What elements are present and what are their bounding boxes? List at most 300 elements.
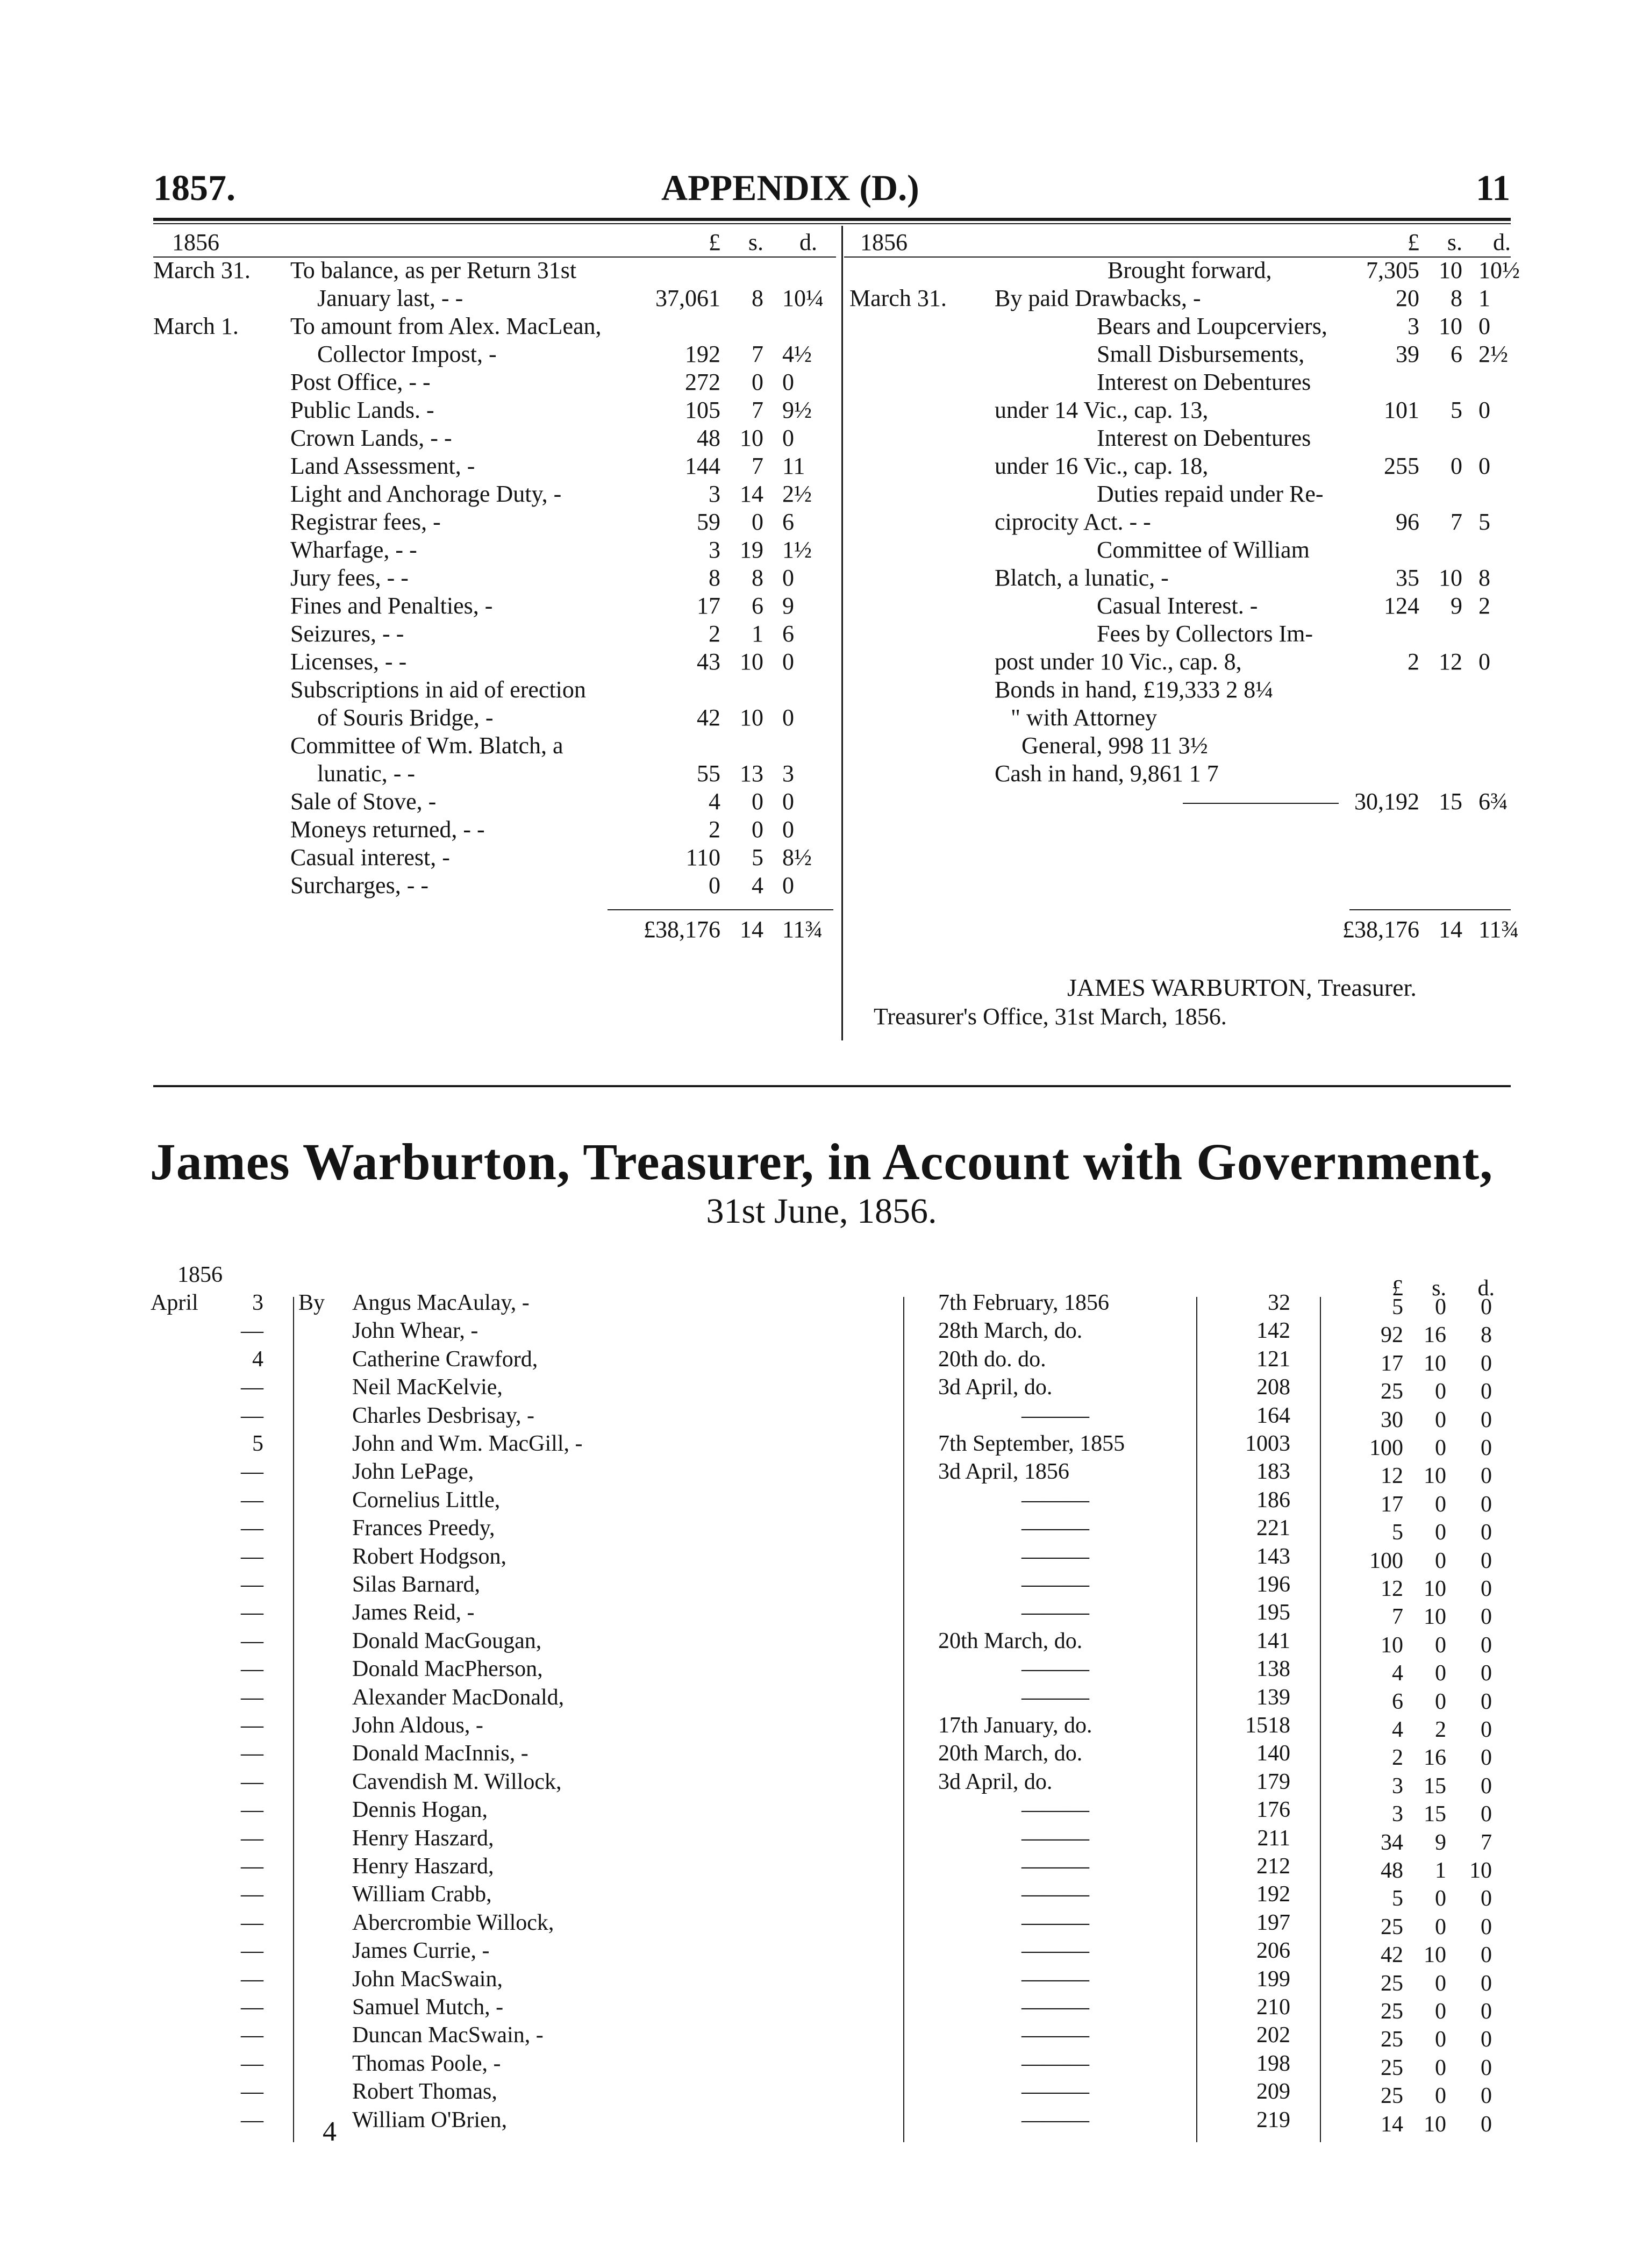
top-left-row-shillings: 0 <box>752 369 763 395</box>
top-right-row-pounds: 124 <box>1384 593 1419 619</box>
ledger-row-pounds: 3 <box>1392 1773 1403 1799</box>
top-right-row-text: Fees by Collectors Im- <box>1097 621 1313 647</box>
ledger-row-shillings: 15 <box>1424 1773 1446 1799</box>
ledger-row-date: ——— <box>1021 1544 1089 1569</box>
top-right-row-pence: 0 <box>1478 313 1490 339</box>
top-right-year: 1856 <box>860 229 908 255</box>
top-left-col-pence: d. <box>799 229 817 255</box>
ledger-row-name: John LePage, <box>352 1459 474 1485</box>
ledger-row-name: Neil MacKelvie, <box>352 1375 503 1400</box>
top-right-row-shillings: 9 <box>1451 593 1462 619</box>
ledger-row-name: John and Wm. MacGill, - <box>352 1431 583 1456</box>
ledger-row-date: 17th January, do. <box>938 1713 1092 1738</box>
top-left-row-pounds: 59 <box>697 509 720 535</box>
top-left-row-text: To amount from Alex. MacLean, <box>290 313 602 339</box>
top-column-divider <box>841 226 843 1040</box>
ledger-row-number: 219 <box>1256 2107 1290 2133</box>
ledger-row-number: 142 <box>1256 1318 1290 1344</box>
top-right-row-shillings: 5 <box>1451 397 1462 423</box>
top-right-col-pence: d. <box>1493 229 1511 255</box>
ledger-row-shillings: 10 <box>1424 1351 1446 1376</box>
ledger-row-shillings: 9 <box>1435 1830 1446 1855</box>
top-right-col-shillings: s. <box>1447 229 1462 255</box>
top-left-row-text: Crown Lands, - - <box>290 425 452 451</box>
top-left-row-pounds: 42 <box>697 704 720 731</box>
top-left-row-shillings: 7 <box>752 453 763 479</box>
ledger-row-pounds: 17 <box>1381 1351 1403 1376</box>
ledger-row-shillings: 10 <box>1424 1604 1446 1630</box>
ledger-vline-number <box>1196 1297 1197 2142</box>
ledger-row-pounds: 4 <box>1392 1717 1403 1742</box>
ledger-row-day: — <box>241 1600 263 1625</box>
ledger-row-number: 198 <box>1256 2051 1290 2076</box>
ledger-row-pence: 0 <box>1481 2027 1492 2052</box>
ledger-row-pounds: 17 <box>1381 1492 1403 1517</box>
top-left-row-shillings: 10 <box>740 648 763 675</box>
ledger-row-date: 7th February, 1856 <box>938 1290 1110 1315</box>
top-right-total-shillings: 14 <box>1439 916 1462 943</box>
ledger-row-date: ——— <box>1021 1995 1089 2020</box>
ledger-row-shillings: 0 <box>1435 1379 1446 1404</box>
ledger-row-number: 179 <box>1256 1769 1290 1794</box>
ledger-row-day: 4 <box>252 1346 263 1372</box>
ledger-row-pounds: 25 <box>1381 2027 1403 2052</box>
ledger-row-name: William Crabb, <box>352 1882 492 1907</box>
top-left-row-pence: 4½ <box>782 341 812 367</box>
top-right-row-pence: 5 <box>1478 509 1490 535</box>
ledger-row-day: — <box>241 1741 263 1766</box>
ledger-row-day: — <box>241 1628 263 1653</box>
top-left-row-pounds: 8 <box>709 565 720 591</box>
top-left-row-pounds: 4 <box>709 788 720 815</box>
top-right-row-shillings: 6 <box>1451 341 1462 367</box>
ledger-row-shillings: 0 <box>1435 1520 1446 1545</box>
ledger-row-shillings: 2 <box>1435 1717 1446 1742</box>
top-left-row-pounds: 55 <box>697 760 720 787</box>
top-right-row-pence: 2 <box>1478 593 1490 619</box>
top-left-row-pence: 0 <box>782 369 794 395</box>
top-right-row-text: " with Attorney <box>1011 704 1158 731</box>
ledger-row-day: — <box>241 2023 263 2048</box>
ledger-row-pence: 0 <box>1481 2055 1492 2080</box>
top-left-year: 1856 <box>172 229 219 255</box>
ledger-row-name: Silas Barnard, <box>352 1572 480 1597</box>
top-left-row-shillings: 10 <box>740 425 763 451</box>
ledger-row-number: 192 <box>1256 1882 1290 1907</box>
top-left-row-shillings: 14 <box>740 481 763 507</box>
top-left-row-text: Post Office, - - <box>290 369 431 395</box>
top-right-row-text: Small Disbursements, <box>1097 341 1305 367</box>
top-left-row-pounds: 37,061 <box>655 285 720 311</box>
ledger-row-month: April <box>151 1290 198 1315</box>
ledger-row-pence: 0 <box>1481 2084 1492 2109</box>
ledger-row-pounds: 7 <box>1392 1604 1403 1630</box>
top-right-row-shillings: 0 <box>1451 453 1462 479</box>
top-left-row-text: Wharfage, - - <box>290 537 417 563</box>
top-right-row-text: under 16 Vic., cap. 18, <box>995 453 1209 479</box>
ledger-row-pence: 0 <box>1481 1379 1492 1404</box>
ledger-row-pounds: 12 <box>1381 1464 1403 1489</box>
ledger-row-pounds: 25 <box>1381 1999 1403 2024</box>
top-left-row-text: Land Assessment, - <box>290 453 475 479</box>
ledger-row-pence: 0 <box>1481 1773 1492 1799</box>
ledger-row-day: — <box>241 1910 263 1935</box>
top-right-row-text: Blatch, a lunatic, - <box>995 565 1169 591</box>
ledger-row-date: 3d April, do. <box>938 1769 1053 1794</box>
ledger-row-shillings: 0 <box>1435 1886 1446 1912</box>
ledger-row-pounds: 34 <box>1381 1830 1403 1855</box>
ledger-row-number: 141 <box>1256 1628 1290 1653</box>
top-left-row-pounds: 2 <box>709 816 720 843</box>
ledger-row-number: 140 <box>1256 1741 1290 1766</box>
top-right-row-pence: 6¾ <box>1478 788 1508 815</box>
top-right-row-pounds: 35 <box>1396 565 1419 591</box>
ledger-row-day: — <box>241 1318 263 1344</box>
top-left-row-pounds: 105 <box>685 397 720 423</box>
ledger-row-number: 206 <box>1256 1938 1290 1964</box>
top-left-row-shillings: 10 <box>740 704 763 731</box>
top-left-row-shillings: 7 <box>752 341 763 367</box>
ledger-row-day: 3 <box>252 1290 263 1315</box>
top-left-total-pence: 11¾ <box>782 916 823 943</box>
ledger-row-day: — <box>241 1487 263 1513</box>
ledger-row-pence: 0 <box>1481 1492 1492 1517</box>
top-left-row-text: Subscriptions in aid of erection <box>290 676 586 703</box>
ledger-row-name: Donald MacPherson, <box>352 1657 543 1682</box>
ledger-row-number: 221 <box>1256 1516 1290 1541</box>
top-right-row-pence: 1 <box>1478 285 1490 311</box>
top-right-row-text: Interest on Debentures <box>1097 369 1311 395</box>
ledger-row-date: ——— <box>1021 1798 1089 1823</box>
top-right-total-rule <box>1349 909 1511 910</box>
ledger-row-date: 7th September, 1855 <box>938 1431 1125 1456</box>
ledger-row-pence: 0 <box>1481 1464 1492 1489</box>
top-right-row-text: Cash in hand, 9,861 1 7 <box>995 760 1219 787</box>
ledger-row-pounds: 3 <box>1392 1802 1403 1827</box>
top-left-row-text: Licenses, - - <box>290 648 407 675</box>
top-right-row-date: March 31. <box>849 285 947 311</box>
top-right-row-shillings: 15 <box>1439 788 1462 815</box>
top-right-row-text: By paid Drawbacks, - <box>995 285 1201 311</box>
top-right-row-shillings: 10 <box>1439 257 1462 283</box>
ledger-row-pounds: 48 <box>1381 1858 1403 1883</box>
ledger-row-pence: 0 <box>1481 1520 1492 1545</box>
ledger-row-day: — <box>241 2107 263 2133</box>
section-title: James Warburton, Treasurer, in Account with Government, <box>149 1133 1494 1190</box>
ledger-row-number: 143 <box>1256 1544 1290 1569</box>
ledger-row-by: By <box>298 1290 325 1315</box>
ledger-row-name: Catherine Crawford, <box>352 1346 538 1372</box>
top-left-row-text: Moneys returned, - - <box>290 816 485 843</box>
top-left-row-pence: 0 <box>782 425 794 451</box>
top-right-row-pounds: 30,192 <box>1354 788 1419 815</box>
ledger-row-date: ——— <box>1021 1825 1089 1851</box>
top-left-row-pounds: 3 <box>709 537 720 563</box>
ledger-row-shillings: 0 <box>1435 1689 1446 1714</box>
ledger-row-date: ——— <box>1021 1882 1089 1907</box>
top-left-row-shillings: 1 <box>752 621 763 647</box>
top-right-col-pounds: £ <box>1408 229 1419 255</box>
ledger-vline-date <box>903 1297 904 2142</box>
top-left-row-pounds: 272 <box>685 369 720 395</box>
top-right-row-text: under 14 Vic., cap. 13, <box>995 397 1209 423</box>
ledger-row-name: Frances Preedy, <box>352 1516 495 1541</box>
ledger-row-day: — <box>241 1544 263 1569</box>
ledger-row-name: Henry Haszard, <box>352 1825 494 1851</box>
ledger-row-pounds: 5 <box>1392 1886 1403 1912</box>
ledger-row-day: — <box>241 1713 263 1738</box>
top-right-row-text: Bonds in hand, £19,333 2 8¼ <box>995 676 1274 703</box>
section-subtitle: 31st June, 1856. <box>706 1192 937 1231</box>
ledger-row-pence: 0 <box>1481 1971 1492 1996</box>
ledger-row-pounds: 25 <box>1381 1914 1403 1939</box>
ledger-row-date: ——— <box>1021 1910 1089 1935</box>
ledger-row-number: 212 <box>1256 1854 1290 1879</box>
ledger-row-pounds: 5 <box>1392 1295 1403 1320</box>
top-left-total-rule <box>608 909 833 910</box>
top-right-row-shillings: 10 <box>1439 565 1462 591</box>
ledger-row-number: 210 <box>1256 1995 1290 2020</box>
ledger-row-pence: 0 <box>1481 1745 1492 1771</box>
top-left-row-text: To balance, as per Return 31st <box>290 257 577 283</box>
ledger-row-day: — <box>241 1966 263 1992</box>
ledger-row-pounds: 25 <box>1381 2084 1403 2109</box>
ledger-row-pence: 0 <box>1481 1689 1492 1714</box>
ledger-row-number: 195 <box>1256 1600 1290 1625</box>
ledger-row-number: 202 <box>1256 2023 1290 2048</box>
top-left-row-date: March 31. <box>153 257 251 283</box>
top-right-row-text: post under 10 Vic., cap. 8, <box>995 648 1242 675</box>
ledger-row-number: 164 <box>1256 1403 1290 1428</box>
ledger-row-pence: 0 <box>1481 1604 1492 1630</box>
ledger-row-shillings: 16 <box>1424 1745 1446 1771</box>
ledger-row-date: 20th March, do. <box>938 1628 1083 1653</box>
header-year: 1857. <box>153 167 235 208</box>
ledger-vline-amount <box>1320 1297 1321 2142</box>
top-left-row-shillings: 19 <box>740 537 763 563</box>
ledger-col-pounds: £ <box>1392 1276 1403 1301</box>
top-left-row-pence: 9½ <box>782 397 812 423</box>
ledger-row-name: Cornelius Little, <box>352 1487 501 1513</box>
top-left-row-pounds: 17 <box>697 593 720 619</box>
ledger-row-pence: 0 <box>1481 1886 1492 1912</box>
top-left-row-pence: 11 <box>782 453 805 479</box>
ledger-row-date: ——— <box>1021 1854 1089 1879</box>
ledger-row-date: ——— <box>1021 2079 1089 2105</box>
ledger-row-shillings: 0 <box>1435 1914 1446 1939</box>
ledger-row-day: — <box>241 1854 263 1879</box>
top-right-row-shillings: 12 <box>1439 648 1462 675</box>
ledger-row-date: 3d April, do. <box>938 1375 1053 1400</box>
top-left-row-text: Light and Anchorage Duty, - <box>290 481 562 507</box>
ledger-row-pence: 0 <box>1481 1351 1492 1376</box>
top-left-row-text: January last, - - <box>317 285 463 311</box>
ledger-row-name: John Aldous, - <box>352 1713 483 1738</box>
ledger-row-shillings: 0 <box>1435 1407 1446 1432</box>
top-left-row-pence: 2½ <box>782 481 812 507</box>
ledger-row-number: 208 <box>1256 1375 1290 1400</box>
ledger-row-name: Alexander MacDonald, <box>352 1685 565 1710</box>
top-right-row-shillings: 8 <box>1451 285 1462 311</box>
top-right-row-pounds: 3 <box>1408 313 1419 339</box>
ledger-row-number: 176 <box>1256 1798 1290 1823</box>
ledger-row-day: — <box>241 1798 263 1823</box>
ledger-row-day: 5 <box>252 1431 263 1456</box>
ledger-row-date: ——— <box>1021 1516 1089 1541</box>
ledger-row-pence: 0 <box>1481 1661 1492 1686</box>
ledger-row-day: — <box>241 1459 263 1485</box>
top-left-row-pence: 6 <box>782 509 794 535</box>
ledger-row-name: Thomas Poole, - <box>352 2051 501 2076</box>
ledger-row-day: — <box>241 1995 263 2020</box>
ledger-row-pence: 0 <box>1481 1577 1492 1601</box>
ledger-row-name: Duncan MacSwain, - <box>352 2023 544 2048</box>
ledger-row-day: — <box>241 1882 263 1907</box>
top-left-row-text: Seizures, - - <box>290 621 404 647</box>
ledger-row-number: 199 <box>1256 1966 1290 1992</box>
ledger-row-date: ——— <box>1021 2023 1089 2048</box>
ledger-row-pence: 0 <box>1481 1548 1492 1573</box>
ledger-row-date: ——— <box>1021 1403 1089 1428</box>
ledger-row-pence: 0 <box>1481 1717 1492 1742</box>
treasurer-signature: JAMES WARBURTON, Treasurer. <box>1067 974 1417 1001</box>
ledger-row-pence: 0 <box>1481 1943 1492 1968</box>
ledger-row-pounds: 6 <box>1392 1689 1403 1714</box>
top-right-row-text: Casual Interest. - <box>1097 593 1258 619</box>
top-right-row-pence: 0 <box>1478 397 1490 423</box>
top-right-total-pounds: £38,176 <box>1342 916 1419 943</box>
top-right-row-pounds: 101 <box>1384 397 1419 423</box>
ledger-row-number: 209 <box>1256 2079 1290 2105</box>
top-right-row-pence: 8 <box>1478 565 1490 591</box>
top-left-row-text: Registrar fees, - <box>290 509 441 535</box>
top-left-row-pence: 1½ <box>782 537 812 563</box>
top-left-row-pence: 0 <box>782 816 794 843</box>
ledger-row-number: 1003 <box>1245 1431 1290 1456</box>
top-left-row-pounds: 43 <box>697 648 720 675</box>
ledger-row-shillings: 0 <box>1435 1436 1446 1460</box>
top-right-row-pounds: 255 <box>1384 453 1419 479</box>
ledger-row-day: — <box>241 1685 263 1710</box>
top-left-row-shillings: 6 <box>752 593 763 619</box>
ledger-row-day: — <box>241 1825 263 1851</box>
ledger-row-shillings: 15 <box>1424 1802 1446 1827</box>
top-left-row-pence: 0 <box>782 788 794 815</box>
ledger-row-shillings: 10 <box>1424 1464 1446 1489</box>
top-left-row-pounds: 0 <box>709 872 720 898</box>
ledger-row-shillings: 0 <box>1435 1971 1446 1996</box>
ledger-col-shillings: s. <box>1432 1276 1446 1301</box>
ledger-row-day: — <box>241 2079 263 2105</box>
ledger-row-day: — <box>241 1572 263 1597</box>
ledger-row-shillings: 0 <box>1435 1999 1446 2024</box>
ledger-row-name: Donald MacGougan, <box>352 1628 542 1653</box>
top-left-col-pounds: £ <box>709 229 720 255</box>
ledger-row-day: — <box>241 1769 263 1794</box>
ledger-row-number: 196 <box>1256 1572 1290 1597</box>
top-left-row-pounds: 48 <box>697 425 720 451</box>
ledger-row-shillings: 0 <box>1435 1661 1446 1686</box>
ledger-row-name: Robert Thomas, <box>352 2079 497 2105</box>
top-left-total-pounds: £38,176 <box>644 916 720 943</box>
top-right-row-pounds: 20 <box>1396 285 1419 311</box>
ledger-row-shillings: 0 <box>1435 2055 1446 2080</box>
ledger-row-number: 1518 <box>1245 1713 1290 1738</box>
ledger-row-number: 197 <box>1256 1910 1290 1935</box>
ledger-row-pence: 0 <box>1481 1632 1492 1658</box>
top-left-row-pence: 3 <box>782 760 794 787</box>
top-left-row-pence: 0 <box>782 704 794 731</box>
top-left-row-text: Casual interest, - <box>290 844 450 871</box>
ledger-row-number: 183 <box>1256 1459 1290 1485</box>
ledger-row-date: ——— <box>1021 1685 1089 1710</box>
section-divider <box>153 1085 1511 1087</box>
ledger-row-pounds: 30 <box>1381 1407 1403 1432</box>
top-right-row-pence: 0 <box>1478 648 1490 675</box>
top-right-row-text: Interest on Debentures <box>1097 425 1311 451</box>
ledger-row-pounds: 42 <box>1381 1943 1403 1968</box>
header-double-rule <box>153 218 1511 221</box>
signature-mark: 4 <box>323 2116 337 2147</box>
ledger-row-name: Donald MacInnis, - <box>352 1741 528 1766</box>
ledger-row-shillings: 10 <box>1424 1943 1446 1968</box>
top-left-row-pounds: 3 <box>709 481 720 507</box>
top-right-row-pounds: 39 <box>1396 341 1419 367</box>
ledger-row-name: James Currie, - <box>352 1938 490 1964</box>
ledger-row-date: ——— <box>1021 1938 1089 1964</box>
top-left-row-shillings: 4 <box>752 872 763 898</box>
top-right-row-pounds: 2 <box>1408 648 1419 675</box>
ledger-row-pounds: 25 <box>1381 1379 1403 1404</box>
treasurer-office-note: Treasurer's Office, 31st March, 1856. <box>874 1003 1227 1030</box>
ledger-row-number: 139 <box>1256 1685 1290 1710</box>
top-left-row-pounds: 192 <box>685 341 720 367</box>
top-right-row-pounds: 7,305 <box>1366 257 1419 283</box>
ledger-row-name: Cavendish M. Willock, <box>352 1769 562 1794</box>
ledger-row-date: 20th March, do. <box>938 1741 1083 1766</box>
top-left-row-pence: 0 <box>782 565 794 591</box>
ledger-row-shillings: 0 <box>1435 1548 1446 1573</box>
ledger-row-name: Abercrombie Willock, <box>352 1910 554 1935</box>
ledger-row-name: Robert Hodgson, <box>352 1544 506 1569</box>
ledger-row-name: Charles Desbrisay, - <box>352 1403 535 1428</box>
top-left-row-pounds: 2 <box>709 621 720 647</box>
ledger-row-name: John MacSwain, <box>352 1966 503 1992</box>
top-right-row-shillings: 10 <box>1439 313 1462 339</box>
ledger-row-pounds: 25 <box>1381 1971 1403 1996</box>
top-right-row-shillings: 7 <box>1451 509 1462 535</box>
ledger-row-date: ——— <box>1021 2051 1089 2076</box>
header-page-number: 11 <box>1476 167 1511 208</box>
ledger-row-date: ——— <box>1021 1487 1089 1513</box>
ledger-row-pounds: 14 <box>1381 2112 1403 2137</box>
top-left-row-text: Sale of Stove, - <box>290 788 437 815</box>
ledger-row-name: Henry Haszard, <box>352 1854 494 1879</box>
ledger-row-pounds: 25 <box>1381 2055 1403 2080</box>
ledger-row-date: ——— <box>1021 1572 1089 1597</box>
ledger-row-pounds: 100 <box>1369 1548 1403 1573</box>
top-right-row-pounds: 96 <box>1396 509 1419 535</box>
header-title: APPENDIX (D.) <box>661 167 919 208</box>
top-left-row-pence: 0 <box>782 872 794 898</box>
ledger-row-shillings: 10 <box>1424 1577 1446 1601</box>
top-right-row-pence: 0 <box>1478 453 1490 479</box>
ledger-row-number: 211 <box>1257 1825 1290 1851</box>
top-right-row-text: General, 998 11 3½ <box>1021 732 1208 759</box>
ledger-row-pence: 0 <box>1481 1436 1492 1460</box>
ledger-row-shillings: 0 <box>1435 2084 1446 2109</box>
ledger-row-pence: 7 <box>1481 1830 1492 1855</box>
